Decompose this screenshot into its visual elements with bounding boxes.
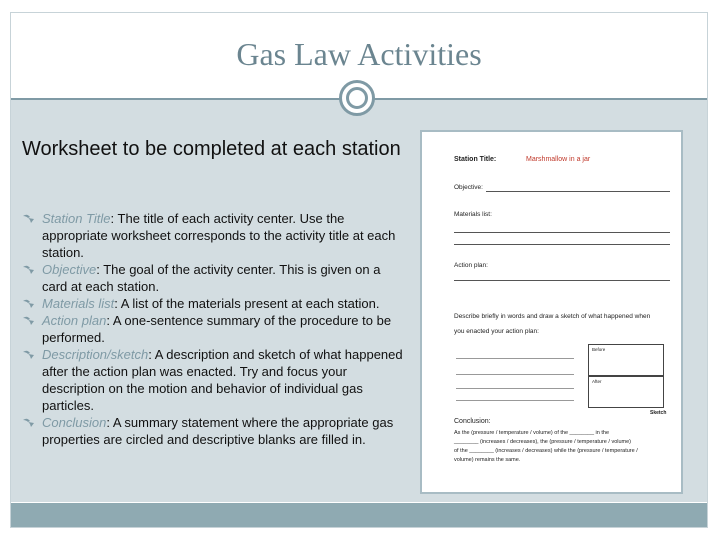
ws-after-box (588, 376, 664, 408)
bullet-arrow-icon (22, 417, 36, 429)
bullet-term: Conclusion (42, 415, 107, 430)
ws-line (456, 358, 574, 359)
ws-line (456, 388, 574, 389)
ws-conclusion-line3: of the ________ (increases / decreases) while the (pressure / temperature / (454, 448, 638, 454)
list-item (22, 312, 404, 346)
ws-line (456, 374, 574, 375)
ws-before-label: Before (592, 347, 606, 352)
ws-conclusion-line4: volume) remains the same. (454, 457, 521, 463)
ws-materials-label: Materials list: (454, 211, 492, 218)
list-item (22, 210, 404, 261)
bullet-term: Station Title (42, 211, 111, 226)
bullet-list (22, 210, 404, 448)
bullet-text: : The goal of the activity center. This is given on a card at each station. (42, 262, 381, 294)
bullet-arrow-icon (22, 213, 36, 225)
bullet-text: : The title of each activity center. Use the appropriate worksheet corresponds to the activity title at each station. (42, 211, 396, 260)
list-item (22, 261, 404, 295)
bullet-arrow-icon (22, 315, 36, 327)
bullet-term: Description/sketch (42, 347, 149, 362)
ws-describe-line2: you enacted your action plan: (454, 328, 539, 335)
bullet-text: : A one-sentence summary of the procedure to be performed. (42, 313, 392, 345)
ws-line (456, 400, 574, 401)
ws-conclusion-line1: As the (pressure / temperature / volume) of the ________ in the (454, 430, 610, 436)
ws-conclusion-line2: ________ (increases / decreases), the (pressure / temperature / volume) (454, 439, 632, 445)
ws-sketch-label: Sketch (650, 410, 667, 416)
bullet-text: : A description and sketch of what happened after the action plan was enacted. Try and focus your description on the motion and behavior of individual gas particles. (42, 347, 403, 413)
bullet-text: : A summary statement where the appropriate gas properties are circled and descriptive blanks are filled in. (42, 415, 394, 447)
bullet-term: Materials list (42, 296, 115, 311)
bullet-term: Action plan (42, 313, 107, 328)
ws-line (454, 280, 670, 281)
list-item (22, 414, 404, 448)
bullet-text: : A list of the materials present at each station. (114, 296, 380, 311)
ws-station-title-value: Marshmallow in a jar (526, 156, 591, 163)
ws-conclusion-label: Conclusion: (454, 418, 491, 425)
ws-line (454, 232, 670, 233)
bullet-arrow-icon (22, 298, 36, 310)
ws-line (454, 244, 670, 245)
ws-describe-line1: Describe briefly in words and draw a sketch of what happened when (454, 313, 651, 320)
ws-line (486, 191, 670, 192)
ws-after-label: After (592, 379, 602, 384)
list-item (22, 346, 404, 414)
slide-title: Gas Law Activities (236, 36, 482, 72)
bullet-term: Objective (42, 262, 97, 277)
footer-band (11, 503, 707, 527)
list-item (22, 295, 404, 312)
bullet-arrow-icon (22, 264, 36, 276)
bullet-arrow-icon (22, 349, 36, 361)
ws-action-plan-label: Action plan: (454, 262, 488, 269)
worksheet-image (420, 130, 683, 494)
ws-station-title-label: Station Title: (454, 156, 497, 163)
content-heading: Worksheet to be completed at each station (22, 138, 401, 160)
ws-objective-label: Objective: (454, 184, 483, 191)
ws-before-box (588, 344, 664, 376)
decorative-ring-icon (339, 80, 375, 116)
